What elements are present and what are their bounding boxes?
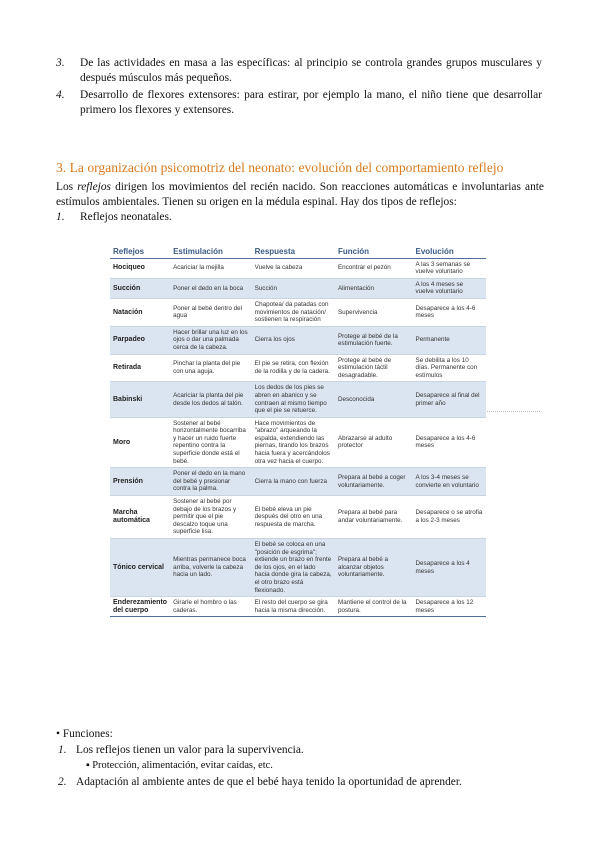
reflejo-name: Hociqueo <box>110 258 170 278</box>
list-item <box>56 56 542 86</box>
reflejo-name: Prensión <box>110 468 170 496</box>
evolucion-cell: Desaparece o se atrofia a los 2-3 meses <box>413 496 487 539</box>
funcion-cell: Prepara al bebé a alcanzar objetos voluntariamente. <box>335 539 413 597</box>
evolucion-cell: A los 3-4 meses se convierte en voluntario <box>413 468 487 496</box>
respuesta-cell: Vuelve la cabeza <box>252 258 335 278</box>
table-row <box>110 417 486 468</box>
section-heading: 3. La organización psicomotriz del neonato: evolución del comportamiento reflejo <box>56 160 504 175</box>
table-row <box>110 258 486 278</box>
reflejo-name: Enderezamiento del cuerpo <box>110 597 170 617</box>
respuesta-cell: Los dedos de los pies se abren en abanico y se contraen al mismo tiempo que el pie se retuerce. <box>252 382 335 417</box>
funcion-cell: Alimentación <box>335 278 413 298</box>
respuesta-cell: El bebé eleva un pie después del otro en una respuesta de marcha. <box>252 496 335 539</box>
list-text: Desarrollo de flexores extensores: para estirar, por ejemplo la mano, el niño tiene que desarrollar primero los flexores y extensores. <box>80 89 542 116</box>
reflejo-name: Moro <box>110 417 170 468</box>
header-estimulacion: Estimulación <box>170 245 252 258</box>
list-number: 2. <box>58 776 67 788</box>
evolucion-cell: Desaparece a los 4-6 meses <box>413 417 487 468</box>
list-text: Los reflejos tienen un valor para la supervivencia. <box>76 744 304 756</box>
evolucion-cell: Desaparece a los 4-6 meses <box>413 298 487 326</box>
reflejo-name: Marcha automática <box>110 496 170 539</box>
respuesta-cell: Cierra los ojos <box>252 326 335 354</box>
evolucion-cell: A los 4 meses se vuelve voluntario <box>413 278 487 298</box>
reflejo-name: Succión <box>110 278 170 298</box>
evolucion-cell: Desaparece a los 4 meses <box>413 539 487 597</box>
reflejo-name: Parpadeo <box>110 326 170 354</box>
table-header-row <box>110 245 486 258</box>
respuesta-cell: Chapotea/ da patadas con movimientos de natación/ sostienen la respiración <box>252 298 335 326</box>
table-row <box>110 354 486 382</box>
reflejo-name: Retirada <box>110 354 170 382</box>
estimulacion-cell: Acariciar la planta del pie desde los dedos al talón. <box>170 382 252 417</box>
evolucion-cell: A las 3 semanas se vuelve voluntario <box>413 258 487 278</box>
funcion-cell: Abrazarse al adulto protector <box>335 417 413 468</box>
header-evolucion: Evolución <box>413 245 487 258</box>
respuesta-cell: El resto del cuerpo se gira hacia la misma dirección. <box>252 597 335 617</box>
funcion-cell: Prepara al bebé a coger voluntariamente. <box>335 468 413 496</box>
list-item-reflejos-neonatales <box>56 211 172 223</box>
evolucion-cell: Se debilita a los 10 días. Permanente con estímulos <box>413 354 487 382</box>
header-reflejos: Reflejos <box>110 245 170 258</box>
intro-paragraph <box>56 180 544 209</box>
respuesta-cell: Cierra la mano con fuerza <box>252 468 335 496</box>
header-respuesta: Respuesta <box>252 245 335 258</box>
list-number: 1. <box>56 211 65 223</box>
list-number: 3. <box>56 57 65 69</box>
list-item <box>56 88 542 118</box>
list-text: Reflejos neonatales. <box>80 211 172 223</box>
table-row <box>110 539 486 597</box>
funcion-cell: Encontrar el pezón <box>335 258 413 278</box>
estimulacion-cell: Sostener al bebé por debajo de los brazos y permitir que el pie descalzo toque una superficie lisa. <box>170 496 252 539</box>
reflex-table <box>110 245 486 617</box>
list-item <box>56 742 556 758</box>
list-number: 4. <box>56 89 65 101</box>
estimulacion-cell: Acariciar la mejilla <box>170 258 252 278</box>
funcion-cell: Protege al bebé de estimulación táctil desagradable. <box>335 354 413 382</box>
estimulacion-cell: Pinchar la planta del pie con una aguja. <box>170 354 252 382</box>
intro-emphasis: reflejos <box>77 181 111 193</box>
reflejo-name: Natación <box>110 298 170 326</box>
estimulacion-cell: Poner al bebé dentro del agua <box>170 298 252 326</box>
estimulacion-cell: Hacer brillar una luz en los ojos o dar una palmada cerca de la cabeza. <box>170 326 252 354</box>
header-funcion: Función <box>335 245 413 258</box>
respuesta-cell: El pie se retira, con flexión de la rodilla y de la cadera. <box>252 354 335 382</box>
estimulacion-cell: Poner el dedo en la boca <box>170 278 252 298</box>
funcion-cell: Protege al bebé de la estimulación fuerte. <box>335 326 413 354</box>
estimulacion-cell: Poner el dedo en la mano del bebé y presionar contra la palma. <box>170 468 252 496</box>
funcion-cell: Mantiene el control de la postura. <box>335 597 413 617</box>
table-row <box>110 298 486 326</box>
estimulacion-cell: Girarle el hombro o las caderas. <box>170 597 252 617</box>
evolucion-cell: Desaparece al final del primer año <box>413 382 487 417</box>
table-row <box>110 382 486 417</box>
estimulacion-cell: Mientras permanece boca arriba, volverle la cabeza hacia un lado. <box>170 539 252 597</box>
funcion-cell: Desconocida <box>335 382 413 417</box>
evolucion-cell: Desaparece a los 12 meses <box>413 597 487 617</box>
list-text: Adaptación al ambiente antes de que el bebé haya tenido la oportunidad de aprender. <box>76 776 462 788</box>
list-number: 1. <box>58 744 67 756</box>
table-body <box>110 258 486 617</box>
list-item <box>56 774 556 790</box>
sub-list-item: ▪ Protección, alimentación, evitar caídas, etc. <box>86 760 273 771</box>
respuesta-cell: El bebé se coloca en una "posición de esgrima"; extiende un brazo en frente de los ojos, en el lado hacia donde gira la cabeza, el otro brazo está flexionado. <box>252 539 335 597</box>
evolucion-cell: Permanente <box>413 326 487 354</box>
intro-after: dirigen los movimientos del recién nacido. Son reacciones automáticas e involuntarias ante estímulos ambientales. Tienen su origen en la médula espinal. Hay dos tipos de reflejos: <box>56 181 544 208</box>
top-ordered-list <box>56 56 542 120</box>
funciones-bullet: • Funciones: <box>56 728 113 740</box>
table-row <box>110 597 486 617</box>
table-row <box>110 496 486 539</box>
list-text: De las actividades en masa a las específicas: al principio se controla grandes grupos musculares y después músculos más pequeños. <box>80 57 542 84</box>
funciones-list <box>56 726 556 790</box>
estimulacion-cell: Sostener al bebé horizontalmente bocarriba y hacer un ruido fuerte repentino contra la superficie donde está el bebé. <box>170 417 252 468</box>
table-row <box>110 326 486 354</box>
intro-before: Los <box>56 181 78 193</box>
reflejo-name: Babinski <box>110 382 170 417</box>
funcion-cell: Supervivencia <box>335 298 413 326</box>
reflejo-name: Tónico cervical <box>110 539 170 597</box>
table-row <box>110 278 486 298</box>
respuesta-cell: Hace movimientos de "abrazo" arqueando la espalda, extendiendo las piernas, tirando los brazos hacia fuera y acercándolos otra vez hacia el cuerpo. <box>252 417 335 468</box>
respuesta-cell: Succión <box>252 278 335 298</box>
table-row <box>110 468 486 496</box>
funcion-cell: Prepara al bebé para andar voluntariamente. <box>335 496 413 539</box>
